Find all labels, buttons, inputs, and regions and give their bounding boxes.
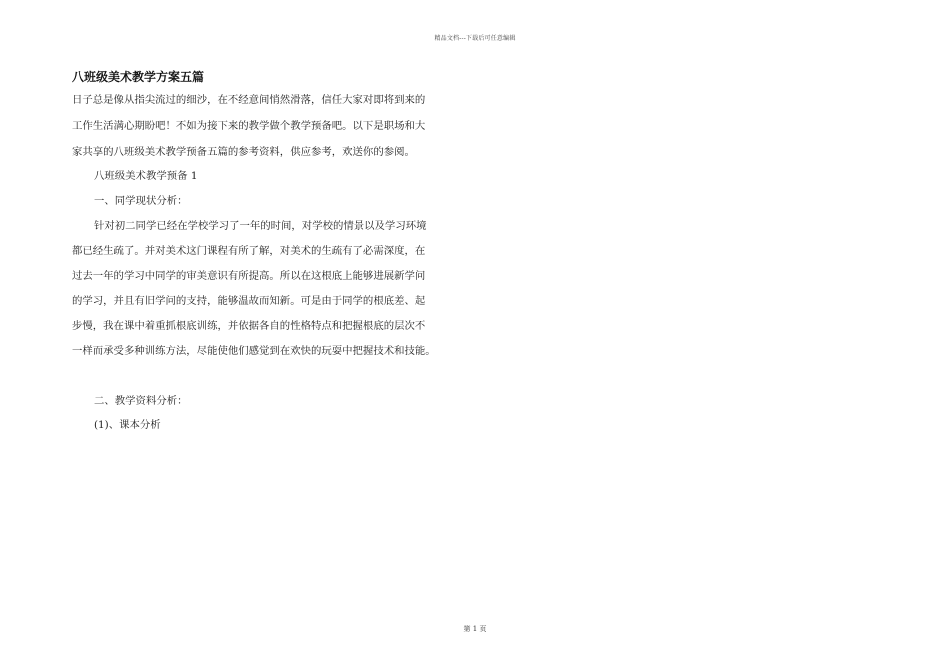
document-title: 八班级美术教学方案五篇: [72, 70, 205, 84]
heading-teaching-material: 二、教学资料分析：: [94, 395, 188, 407]
intro-line-3: 家共享的八班级美术教学预备五篇的参考资料，供应参考，欢送你的参阅。: [72, 146, 415, 158]
heading-student-analysis: 一、同学现状分析：: [94, 195, 188, 207]
body-line-5: 步慢，我在课中着重抓根底训练，并依据各自的性格特点和把握根底的层次不: [72, 320, 426, 332]
body-line-1: 针对初二同学已经在学校学习了一年的时间，对学校的情景以及学习环境: [94, 220, 427, 232]
subheading-textbook-analysis: (1)、课本分析: [94, 419, 161, 431]
body-line-6: 一样而承受多种训练方法，尽能使他们感觉到在欢快的玩耍中把握技术和技能。: [72, 345, 436, 357]
body-line-4: 的学习，并且有旧学问的支持，能够温故而知新。可是由于同学的根底差、起: [72, 295, 426, 307]
section-title: 八班级美术教学预备 1: [94, 170, 198, 182]
header-note: 精品文档---下载后可任意编辑: [434, 35, 516, 42]
page-number: 第 1 页: [463, 625, 487, 633]
intro-line-1: 日子总是像从指尖流过的细沙，在不经意间悄然滑落，信任大家对即将到来的: [72, 94, 426, 106]
intro-line-2: 工作生活满心期盼吧！不如为接下来的教学做个教学预备吧。以下是职场和大: [72, 120, 426, 132]
body-line-3: 过去一年的学习中同学的审美意识有所提高。所以在这根底上能够进展新学问: [72, 270, 426, 282]
body-line-2: 都已经生疏了。并对美术这门课程有所了解，对美术的生疏有了必需深度，在: [72, 245, 426, 257]
